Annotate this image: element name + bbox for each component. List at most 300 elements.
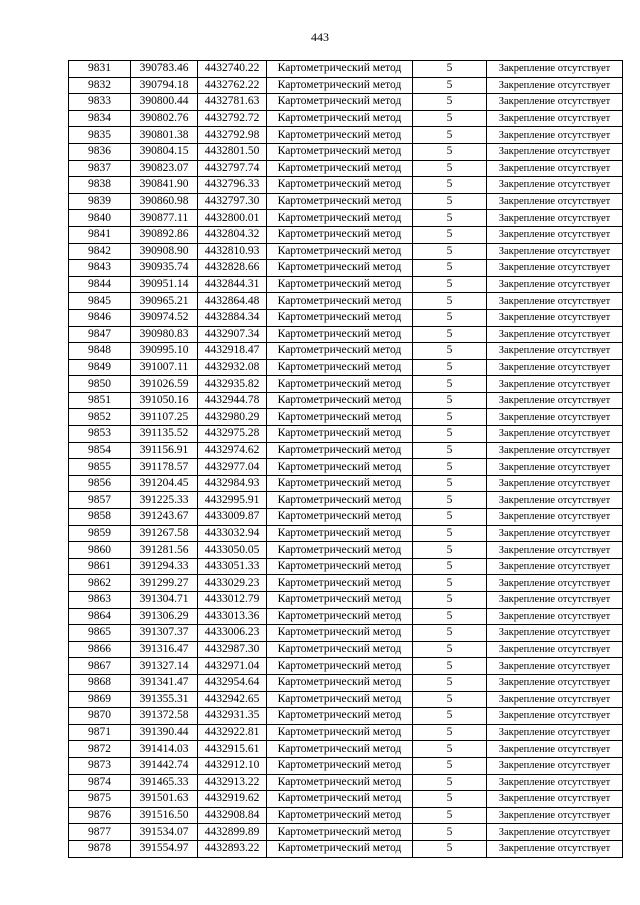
- y-coordinate-cell: 4432944.78: [198, 392, 267, 409]
- table-row: [69, 674, 623, 691]
- accuracy-cell: 5: [413, 492, 487, 509]
- x-coordinate-cell: 390860.98: [131, 193, 198, 210]
- fixation-cell: Закрепление отсутствует: [487, 293, 623, 310]
- y-coordinate-cell: 4433006.23: [198, 625, 267, 642]
- accuracy-cell: 5: [413, 774, 487, 791]
- y-coordinate-cell: 4432908.84: [198, 807, 267, 824]
- accuracy-cell: 5: [413, 210, 487, 227]
- method-cell: Картометрический метод: [267, 426, 413, 443]
- method-cell: Картометрический метод: [267, 243, 413, 260]
- accuracy-cell: 5: [413, 658, 487, 675]
- x-coordinate-cell: 391316.47: [131, 641, 198, 658]
- accuracy-cell: 5: [413, 127, 487, 144]
- fixation-cell: Закрепление отсутствует: [487, 326, 623, 343]
- accuracy-cell: 5: [413, 193, 487, 210]
- accuracy-cell: 5: [413, 392, 487, 409]
- x-coordinate-cell: 390794.18: [131, 77, 198, 94]
- accuracy-cell: 5: [413, 260, 487, 277]
- fixation-cell: Закрепление отсутствует: [487, 575, 623, 592]
- accuracy-cell: 5: [413, 592, 487, 609]
- method-cell: Картометрический метод: [267, 326, 413, 343]
- y-coordinate-cell: 4433029.23: [198, 575, 267, 592]
- y-coordinate-cell: 4432918.47: [198, 343, 267, 360]
- accuracy-cell: 5: [413, 276, 487, 293]
- y-coordinate-cell: 4432781.63: [198, 94, 267, 111]
- accuracy-cell: 5: [413, 409, 487, 426]
- method-cell: Картометрический метод: [267, 309, 413, 326]
- accuracy-cell: 5: [413, 459, 487, 476]
- point-number-cell: 9836: [69, 143, 131, 160]
- accuracy-cell: 5: [413, 177, 487, 194]
- point-number-cell: 9867: [69, 658, 131, 675]
- y-coordinate-cell: 4432931.35: [198, 708, 267, 725]
- x-coordinate-cell: 391050.16: [131, 392, 198, 409]
- table-row: [69, 409, 623, 426]
- fixation-cell: Закрепление отсутствует: [487, 525, 623, 542]
- fixation-cell: Закрепление отсутствует: [487, 791, 623, 808]
- point-number-cell: 9842: [69, 243, 131, 260]
- table-row: [69, 260, 623, 277]
- table-row: [69, 741, 623, 758]
- point-number-cell: 9870: [69, 708, 131, 725]
- point-number-cell: 9844: [69, 276, 131, 293]
- y-coordinate-cell: 4432974.62: [198, 442, 267, 459]
- accuracy-cell: 5: [413, 94, 487, 111]
- accuracy-cell: 5: [413, 442, 487, 459]
- y-coordinate-cell: 4432762.22: [198, 77, 267, 94]
- page-number: 443: [311, 30, 329, 44]
- fixation-cell: Закрепление отсутствует: [487, 177, 623, 194]
- method-cell: Картометрический метод: [267, 376, 413, 393]
- accuracy-cell: 5: [413, 309, 487, 326]
- x-coordinate-cell: 390951.14: [131, 276, 198, 293]
- method-cell: Картометрический метод: [267, 61, 413, 78]
- accuracy-cell: 5: [413, 741, 487, 758]
- method-cell: Картометрический метод: [267, 840, 413, 857]
- x-coordinate-cell: 390801.38: [131, 127, 198, 144]
- accuracy-cell: 5: [413, 475, 487, 492]
- fixation-cell: Закрепление отсутствует: [487, 110, 623, 127]
- table-row: [69, 61, 623, 78]
- table-row: [69, 243, 623, 260]
- point-number-cell: 9846: [69, 309, 131, 326]
- fixation-cell: Закрепление отсутствует: [487, 359, 623, 376]
- fixation-cell: Закрепление отсутствует: [487, 625, 623, 642]
- y-coordinate-cell: 4432915.61: [198, 741, 267, 758]
- accuracy-cell: 5: [413, 558, 487, 575]
- point-number-cell: 9875: [69, 791, 131, 808]
- point-number-cell: 9872: [69, 741, 131, 758]
- x-coordinate-cell: 391306.29: [131, 608, 198, 625]
- method-cell: Картометрический метод: [267, 210, 413, 227]
- y-coordinate-cell: 4432919.62: [198, 791, 267, 808]
- table-row: [69, 608, 623, 625]
- accuracy-cell: 5: [413, 376, 487, 393]
- fixation-cell: Закрепление отсутствует: [487, 757, 623, 774]
- point-number-cell: 9833: [69, 94, 131, 111]
- method-cell: Картометрический метод: [267, 708, 413, 725]
- y-coordinate-cell: 4432893.22: [198, 840, 267, 857]
- x-coordinate-cell: 390965.21: [131, 293, 198, 310]
- method-cell: Картометрический метод: [267, 392, 413, 409]
- accuracy-cell: 5: [413, 724, 487, 741]
- x-coordinate-cell: 391465.33: [131, 774, 198, 791]
- coordinates-table: [68, 60, 623, 858]
- x-coordinate-cell: 391355.31: [131, 691, 198, 708]
- point-number-cell: 9856: [69, 475, 131, 492]
- point-number-cell: 9864: [69, 608, 131, 625]
- y-coordinate-cell: 4432792.98: [198, 127, 267, 144]
- table-row: [69, 525, 623, 542]
- fixation-cell: Закрепление отсутствует: [487, 226, 623, 243]
- point-number-cell: 9834: [69, 110, 131, 127]
- accuracy-cell: 5: [413, 791, 487, 808]
- method-cell: Картометрический метод: [267, 575, 413, 592]
- point-number-cell: 9858: [69, 509, 131, 526]
- y-coordinate-cell: 4432954.64: [198, 674, 267, 691]
- method-cell: Картометрический метод: [267, 625, 413, 642]
- point-number-cell: 9841: [69, 226, 131, 243]
- method-cell: Картометрический метод: [267, 276, 413, 293]
- table-row: [69, 807, 623, 824]
- accuracy-cell: 5: [413, 542, 487, 559]
- fixation-cell: Закрепление отсутствует: [487, 276, 623, 293]
- point-number-cell: 9845: [69, 293, 131, 310]
- fixation-cell: Закрепление отсутствует: [487, 426, 623, 443]
- y-coordinate-cell: 4432935.82: [198, 376, 267, 393]
- method-cell: Картометрический метод: [267, 757, 413, 774]
- point-number-cell: 9868: [69, 674, 131, 691]
- point-number-cell: 9838: [69, 177, 131, 194]
- accuracy-cell: 5: [413, 326, 487, 343]
- fixation-cell: Закрепление отсутствует: [487, 160, 623, 177]
- point-number-cell: 9862: [69, 575, 131, 592]
- fixation-cell: Закрепление отсутствует: [487, 243, 623, 260]
- point-number-cell: 9865: [69, 625, 131, 642]
- x-coordinate-cell: 391534.07: [131, 824, 198, 841]
- table-row: [69, 757, 623, 774]
- accuracy-cell: 5: [413, 691, 487, 708]
- y-coordinate-cell: 4432984.93: [198, 475, 267, 492]
- point-number-cell: 9877: [69, 824, 131, 841]
- method-cell: Картометрический метод: [267, 77, 413, 94]
- x-coordinate-cell: 391026.59: [131, 376, 198, 393]
- y-coordinate-cell: 4432740.22: [198, 61, 267, 78]
- fixation-cell: Закрепление отсутствует: [487, 542, 623, 559]
- method-cell: Картометрический метод: [267, 293, 413, 310]
- table-row: [69, 492, 623, 509]
- x-coordinate-cell: 391304.71: [131, 592, 198, 609]
- x-coordinate-cell: 391390.44: [131, 724, 198, 741]
- accuracy-cell: 5: [413, 77, 487, 94]
- y-coordinate-cell: 4432932.08: [198, 359, 267, 376]
- method-cell: Картометрический метод: [267, 741, 413, 758]
- y-coordinate-cell: 4433012.79: [198, 592, 267, 609]
- y-coordinate-cell: 4432942.65: [198, 691, 267, 708]
- table-row: [69, 160, 623, 177]
- method-cell: Картометрический метод: [267, 409, 413, 426]
- table-row: [69, 359, 623, 376]
- method-cell: Картометрический метод: [267, 658, 413, 675]
- x-coordinate-cell: 391243.67: [131, 509, 198, 526]
- x-coordinate-cell: 391267.58: [131, 525, 198, 542]
- point-number-cell: 9869: [69, 691, 131, 708]
- method-cell: Картометрический метод: [267, 260, 413, 277]
- y-coordinate-cell: 4432912.10: [198, 757, 267, 774]
- fixation-cell: Закрепление отсутствует: [487, 309, 623, 326]
- table-row: [69, 442, 623, 459]
- accuracy-cell: 5: [413, 426, 487, 443]
- point-number-cell: 9850: [69, 376, 131, 393]
- method-cell: Картометрический метод: [267, 592, 413, 609]
- fixation-cell: Закрепление отсутствует: [487, 343, 623, 360]
- method-cell: Картометрический метод: [267, 193, 413, 210]
- table-row: [69, 475, 623, 492]
- point-number-cell: 9847: [69, 326, 131, 343]
- table-row: [69, 392, 623, 409]
- fixation-cell: Закрепление отсутствует: [487, 708, 623, 725]
- y-coordinate-cell: 4432975.28: [198, 426, 267, 443]
- table-row: [69, 193, 623, 210]
- table-row: [69, 127, 623, 144]
- y-coordinate-cell: 4433050.05: [198, 542, 267, 559]
- fixation-cell: Закрепление отсутствует: [487, 824, 623, 841]
- method-cell: Картометрический метод: [267, 127, 413, 144]
- x-coordinate-cell: 390892.86: [131, 226, 198, 243]
- fixation-cell: Закрепление отсутствует: [487, 94, 623, 111]
- x-coordinate-cell: 390841.90: [131, 177, 198, 194]
- x-coordinate-cell: 390800.44: [131, 94, 198, 111]
- x-coordinate-cell: 391299.27: [131, 575, 198, 592]
- y-coordinate-cell: 4432864.48: [198, 293, 267, 310]
- table-row: [69, 110, 623, 127]
- accuracy-cell: 5: [413, 674, 487, 691]
- accuracy-cell: 5: [413, 61, 487, 78]
- y-coordinate-cell: 4432907.34: [198, 326, 267, 343]
- method-cell: Картометрический метод: [267, 509, 413, 526]
- method-cell: Картометрический метод: [267, 160, 413, 177]
- method-cell: Картометрический метод: [267, 608, 413, 625]
- x-coordinate-cell: 391156.91: [131, 442, 198, 459]
- x-coordinate-cell: 391204.45: [131, 475, 198, 492]
- point-number-cell: 9860: [69, 542, 131, 559]
- x-coordinate-cell: 391372.58: [131, 708, 198, 725]
- x-coordinate-cell: 391554.97: [131, 840, 198, 857]
- table-row: [69, 343, 623, 360]
- x-coordinate-cell: 390804.15: [131, 143, 198, 160]
- coordinates-table-body: [69, 61, 623, 858]
- y-coordinate-cell: 4432977.04: [198, 459, 267, 476]
- table-row: [69, 774, 623, 791]
- y-coordinate-cell: 4432801.50: [198, 143, 267, 160]
- fixation-cell: Закрепление отсутствует: [487, 475, 623, 492]
- table-row: [69, 575, 623, 592]
- y-coordinate-cell: 4432913.22: [198, 774, 267, 791]
- fixation-cell: Закрепление отсутствует: [487, 608, 623, 625]
- point-number-cell: 9863: [69, 592, 131, 609]
- x-coordinate-cell: 391225.33: [131, 492, 198, 509]
- point-number-cell: 9852: [69, 409, 131, 426]
- method-cell: Картометрический метод: [267, 558, 413, 575]
- method-cell: Картометрический метод: [267, 94, 413, 111]
- method-cell: Картометрический метод: [267, 177, 413, 194]
- fixation-cell: Закрепление отсутствует: [487, 840, 623, 857]
- fixation-cell: Закрепление отсутствует: [487, 658, 623, 675]
- table-row: [69, 791, 623, 808]
- y-coordinate-cell: 4432796.33: [198, 177, 267, 194]
- table-row: [69, 210, 623, 227]
- x-coordinate-cell: 390877.11: [131, 210, 198, 227]
- accuracy-cell: 5: [413, 625, 487, 642]
- x-coordinate-cell: 390974.52: [131, 309, 198, 326]
- x-coordinate-cell: 391107.25: [131, 409, 198, 426]
- fixation-cell: Закрепление отсутствует: [487, 674, 623, 691]
- accuracy-cell: 5: [413, 824, 487, 841]
- fixation-cell: Закрепление отсутствует: [487, 376, 623, 393]
- x-coordinate-cell: 391341.47: [131, 674, 198, 691]
- y-coordinate-cell: 4432797.30: [198, 193, 267, 210]
- table-row: [69, 592, 623, 609]
- x-coordinate-cell: 391007.11: [131, 359, 198, 376]
- fixation-cell: Закрепление отсутствует: [487, 260, 623, 277]
- accuracy-cell: 5: [413, 641, 487, 658]
- method-cell: Картометрический метод: [267, 525, 413, 542]
- fixation-cell: Закрепление отсутствует: [487, 392, 623, 409]
- method-cell: Картометрический метод: [267, 791, 413, 808]
- x-coordinate-cell: 390935.74: [131, 260, 198, 277]
- accuracy-cell: 5: [413, 293, 487, 310]
- accuracy-cell: 5: [413, 243, 487, 260]
- method-cell: Картометрический метод: [267, 807, 413, 824]
- point-number-cell: 9855: [69, 459, 131, 476]
- point-number-cell: 9849: [69, 359, 131, 376]
- point-number-cell: 9861: [69, 558, 131, 575]
- x-coordinate-cell: 391327.14: [131, 658, 198, 675]
- accuracy-cell: 5: [413, 608, 487, 625]
- table-row: [69, 177, 623, 194]
- x-coordinate-cell: 390802.76: [131, 110, 198, 127]
- x-coordinate-cell: 390908.90: [131, 243, 198, 260]
- table-row: [69, 426, 623, 443]
- method-cell: Картометрический метод: [267, 674, 413, 691]
- table-row: [69, 658, 623, 675]
- point-number-cell: 9871: [69, 724, 131, 741]
- point-number-cell: 9853: [69, 426, 131, 443]
- point-number-cell: 9878: [69, 840, 131, 857]
- accuracy-cell: 5: [413, 525, 487, 542]
- accuracy-cell: 5: [413, 226, 487, 243]
- point-number-cell: 9843: [69, 260, 131, 277]
- table-row: [69, 309, 623, 326]
- x-coordinate-cell: 391442.74: [131, 757, 198, 774]
- point-number-cell: 9854: [69, 442, 131, 459]
- table-row: [69, 840, 623, 857]
- point-number-cell: 9840: [69, 210, 131, 227]
- table-row: [69, 94, 623, 111]
- method-cell: Картометрический метод: [267, 542, 413, 559]
- fixation-cell: Закрепление отсутствует: [487, 442, 623, 459]
- method-cell: Картометрический метод: [267, 110, 413, 127]
- fixation-cell: Закрепление отсутствует: [487, 558, 623, 575]
- point-number-cell: 9859: [69, 525, 131, 542]
- y-coordinate-cell: 4432844.31: [198, 276, 267, 293]
- table-row: [69, 708, 623, 725]
- method-cell: Картометрический метод: [267, 824, 413, 841]
- y-coordinate-cell: 4432899.89: [198, 824, 267, 841]
- fixation-cell: Закрепление отсутствует: [487, 193, 623, 210]
- method-cell: Картометрический метод: [267, 492, 413, 509]
- table-row: [69, 542, 623, 559]
- x-coordinate-cell: 390995.10: [131, 343, 198, 360]
- y-coordinate-cell: 4432810.93: [198, 243, 267, 260]
- fixation-cell: Закрепление отсутствует: [487, 409, 623, 426]
- x-coordinate-cell: 391307.37: [131, 625, 198, 642]
- point-number-cell: 9857: [69, 492, 131, 509]
- accuracy-cell: 5: [413, 708, 487, 725]
- x-coordinate-cell: 391294.33: [131, 558, 198, 575]
- table-row: [69, 226, 623, 243]
- point-number-cell: 9848: [69, 343, 131, 360]
- point-number-cell: 9837: [69, 160, 131, 177]
- x-coordinate-cell: 391178.57: [131, 459, 198, 476]
- x-coordinate-cell: 390823.07: [131, 160, 198, 177]
- point-number-cell: 9831: [69, 61, 131, 78]
- table-row: [69, 824, 623, 841]
- accuracy-cell: 5: [413, 110, 487, 127]
- method-cell: Картометрический метод: [267, 691, 413, 708]
- point-number-cell: 9832: [69, 77, 131, 94]
- table-row: [69, 276, 623, 293]
- x-coordinate-cell: 391281.56: [131, 542, 198, 559]
- point-number-cell: 9839: [69, 193, 131, 210]
- accuracy-cell: 5: [413, 343, 487, 360]
- fixation-cell: Закрепление отсутствует: [487, 127, 623, 144]
- fixation-cell: Закрепление отсутствует: [487, 641, 623, 658]
- x-coordinate-cell: 391135.52: [131, 426, 198, 443]
- fixation-cell: Закрепление отсутствует: [487, 592, 623, 609]
- table-row: [69, 77, 623, 94]
- y-coordinate-cell: 4432800.01: [198, 210, 267, 227]
- y-coordinate-cell: 4432797.74: [198, 160, 267, 177]
- method-cell: Картометрический метод: [267, 459, 413, 476]
- table-row: [69, 459, 623, 476]
- point-number-cell: 9876: [69, 807, 131, 824]
- y-coordinate-cell: 4432971.04: [198, 658, 267, 675]
- fixation-cell: Закрепление отсутствует: [487, 509, 623, 526]
- accuracy-cell: 5: [413, 840, 487, 857]
- table-row: [69, 558, 623, 575]
- fixation-cell: Закрепление отсутствует: [487, 77, 623, 94]
- method-cell: Картометрический метод: [267, 442, 413, 459]
- point-number-cell: 9873: [69, 757, 131, 774]
- fixation-cell: Закрепление отсутствует: [487, 143, 623, 160]
- x-coordinate-cell: 391516.50: [131, 807, 198, 824]
- y-coordinate-cell: 4432792.72: [198, 110, 267, 127]
- fixation-cell: Закрепление отсутствует: [487, 210, 623, 227]
- x-coordinate-cell: 391501.63: [131, 791, 198, 808]
- y-coordinate-cell: 4432922.81: [198, 724, 267, 741]
- accuracy-cell: 5: [413, 143, 487, 160]
- fixation-cell: Закрепление отсутствует: [487, 61, 623, 78]
- y-coordinate-cell: 4432987.30: [198, 641, 267, 658]
- y-coordinate-cell: 4432884.34: [198, 309, 267, 326]
- table-row: [69, 293, 623, 310]
- accuracy-cell: 5: [413, 807, 487, 824]
- fixation-cell: Закрепление отсутствует: [487, 741, 623, 758]
- accuracy-cell: 5: [413, 509, 487, 526]
- method-cell: Картометрический метод: [267, 359, 413, 376]
- method-cell: Картометрический метод: [267, 641, 413, 658]
